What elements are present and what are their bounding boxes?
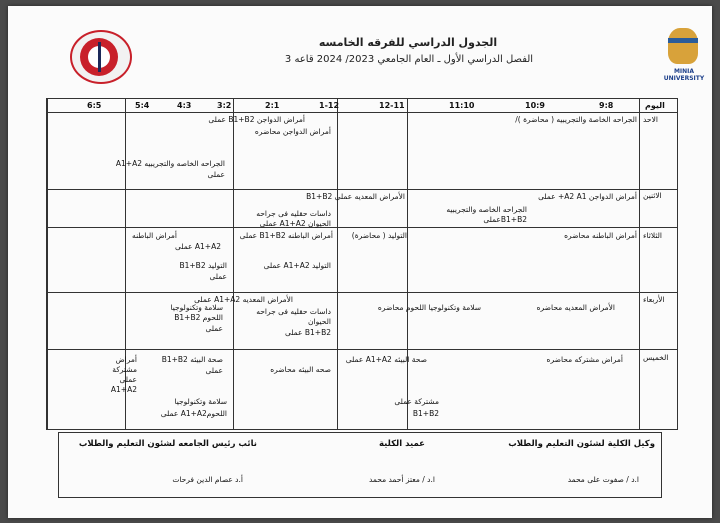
document-title: الجدول الدراسي للفرقه الخامسه (318, 36, 498, 49)
schedule-table (46, 98, 678, 430)
time-header: 6:5 (87, 101, 102, 110)
vice-president-name: أ.د عصام الدين فرحات (172, 475, 243, 484)
time-header: 3:2 (217, 101, 232, 110)
class-entry: صحة البيئه A1+A2 عملى (345, 355, 427, 364)
class-entry: داسات حقليه فى جراحه (256, 307, 331, 316)
time-header: 2:1 (265, 101, 280, 110)
day-label-monday: الاثنين (643, 191, 662, 200)
vice-dean-name: ا.د / صفوت على محمد (567, 475, 639, 484)
day-label-sunday: الاحد (643, 115, 658, 124)
time-header: 5:4 (135, 101, 150, 110)
document-subtitle: الفصل الدراسي الأول ـ العام الجامعي 2023/ 2024 قاعه 3 (284, 54, 534, 65)
university-logo (656, 28, 710, 80)
day-label-wednesday: الأربعاء (643, 295, 665, 304)
class-entry: الأمراض المعديه عملى B1+B2 (306, 192, 405, 201)
vice-president-title: نائب رئيس الجامعه لشئون التعليم والطلاب (78, 439, 257, 449)
class-entry: سلامة وتكنولوجيا (170, 303, 223, 312)
time-header: 11:10 (449, 101, 475, 110)
class-entry: B1+B2عملى (483, 215, 527, 224)
class-entry: مشتركة عملى (394, 397, 439, 406)
day-label-tuesday: الثلاثاء (643, 231, 663, 240)
class-entry: صحه البيئه محاضره (270, 365, 331, 374)
dean-name: ا.د / معتز أحمد محمد (368, 475, 435, 484)
time-header: 9:8 (599, 101, 614, 110)
class-entry: الجراحه الخاصه والتجريبيه (446, 205, 527, 214)
class-entry: عملى (209, 272, 227, 281)
time-header: 4:3 (177, 101, 192, 110)
class-entry: أمراض (115, 355, 137, 364)
university-logo-text: MINIA UNIVERSITY (663, 68, 705, 82)
class-entry: A1+A2 (110, 385, 137, 394)
class-entry: عملى (119, 375, 137, 384)
day-label-thursday: الخميس (643, 353, 669, 362)
class-entry: عملى (205, 366, 223, 375)
class-entry: داسات حقليه فى جراحه (256, 209, 331, 218)
time-header: 1-12 (319, 101, 340, 110)
class-entry: التوليد A1+A2 عملى (263, 261, 331, 270)
faculty-logo (70, 30, 132, 84)
class-entry: الجراحه الخاصة والتجريبيه ( محاضرة )/ (515, 115, 637, 124)
schedule-document (8, 6, 712, 518)
class-entry: الأمراض المعديه A1+A2 عملى (194, 295, 293, 304)
class-entry: الحيوان A1+A2 عملى (259, 219, 331, 228)
class-entry: أمراض الباطنه (132, 231, 177, 240)
time-header: 12-11 (379, 101, 405, 110)
class-entry: اللحومA1+A2 عملى (160, 409, 227, 418)
class-entry: التوليد B1+B2 (179, 261, 227, 270)
class-entry: الأمراض المعديه محاضره (536, 303, 615, 312)
class-entry: الجراحه الخاصه والتجريبيه A1+A2 (115, 159, 225, 168)
class-entry: أمراض الباطنه B1+B2 عملى (239, 231, 333, 240)
class-entry: أمراض الدواجن محاضره (254, 127, 331, 136)
class-entry: أمراض الباطنه محاضره (564, 231, 637, 240)
class-entry: أمراض الدواجن B1+B2 عملى (208, 115, 305, 124)
class-entry: اللحوم B1+B2 (174, 313, 223, 322)
class-entry: A1+A2 عملى (174, 242, 221, 251)
class-entry: B1+B2 (412, 409, 439, 418)
class-entry: عملى (205, 324, 223, 333)
class-entry: مشتركة (112, 365, 137, 374)
day-column-header: اليوم (645, 101, 665, 110)
class-entry: عملى (207, 170, 225, 179)
class-entry: الحيوان (308, 317, 331, 326)
class-entry: سلامة وتكنولوجيا اللحوم محاضره (377, 303, 481, 312)
class-entry: أمراض الدواجن A2 A1+ عملى (538, 192, 637, 201)
signature-block (58, 432, 662, 498)
class-entry: صحة البيئه B1+B2 (161, 355, 223, 364)
class-entry: B1+B2 عملى (284, 328, 331, 337)
class-entry: سلامة وتكنولوجيا (174, 397, 227, 406)
time-header: 10:9 (525, 101, 545, 110)
class-entry: أمراض مشتركه محاضره (546, 355, 623, 364)
class-entry: التوليد ( محاضرة) (351, 231, 407, 240)
vice-dean-title: وكيل الكلية لشئون التعليم والطلاب (508, 439, 655, 449)
dean-title: عميد الكلية (379, 439, 425, 449)
